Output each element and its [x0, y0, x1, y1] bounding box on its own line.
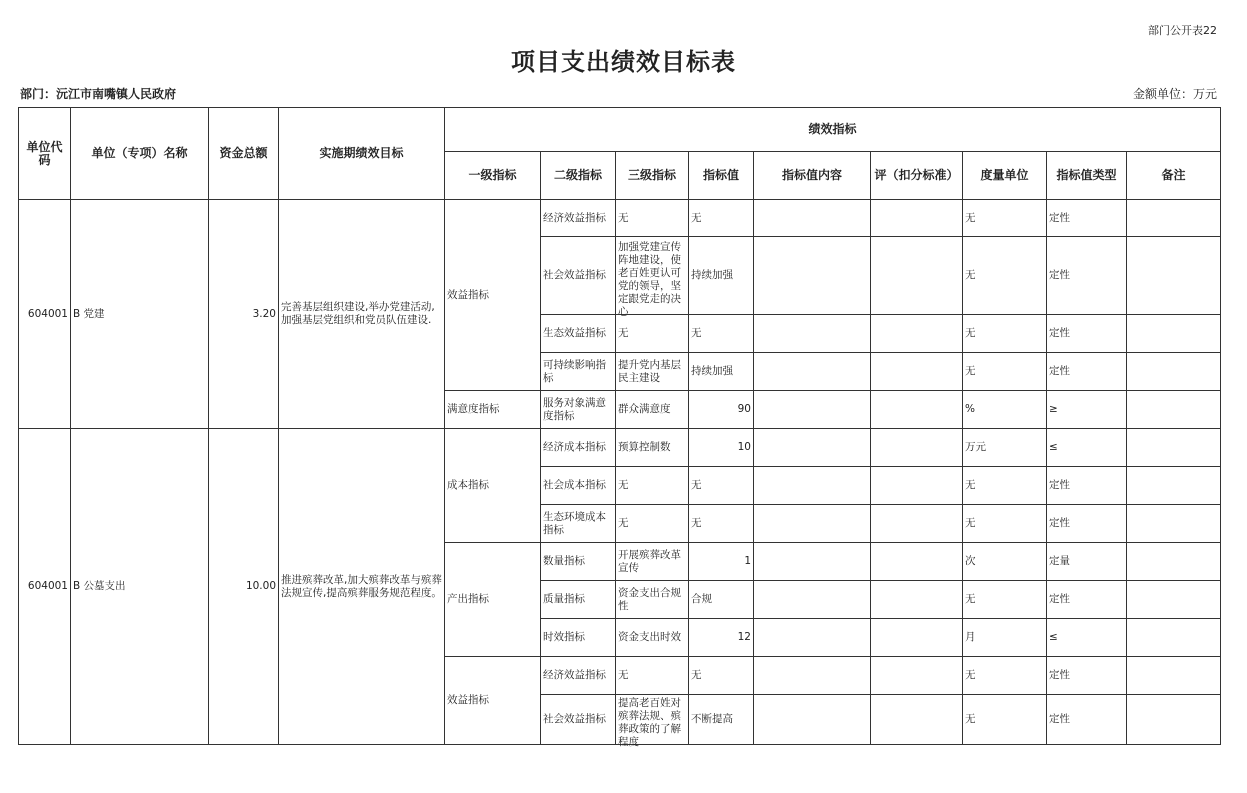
- value-cell: 无: [689, 657, 754, 695]
- header-performance: 绩效指标: [445, 108, 1221, 152]
- value-cell: 12: [689, 619, 754, 657]
- header-content: 指标值内容: [754, 152, 871, 200]
- level3-cell: 提升党内基层民主建设: [616, 353, 689, 391]
- measure-cell: 无: [963, 581, 1047, 619]
- type-cell: 定性: [1047, 657, 1127, 695]
- note-cell: [1127, 467, 1221, 505]
- content-cell: [754, 695, 871, 745]
- measure-cell: %: [963, 391, 1047, 429]
- scoring-cell: [871, 657, 963, 695]
- content-cell: [754, 543, 871, 581]
- table-row: [19, 429, 1221, 467]
- scoring-cell: [871, 695, 963, 745]
- content-cell: [754, 429, 871, 467]
- level3-cell: 无: [616, 467, 689, 505]
- type-cell: 定性: [1047, 200, 1127, 237]
- measure-cell: 无: [963, 657, 1047, 695]
- page-title: 项目支出绩效目标表: [511, 48, 736, 76]
- type-cell: 定性: [1047, 237, 1127, 315]
- performance-table: [18, 107, 1221, 748]
- header-type: 指标值类型: [1047, 152, 1127, 200]
- measure-cell: 万元: [963, 429, 1047, 467]
- content-cell: [754, 237, 871, 315]
- goal-cell: 完善基层组织建设,举办党建活动,加强基层党组织和党员队伍建设.: [279, 200, 445, 429]
- header-measure: 度量单位: [963, 152, 1047, 200]
- scoring-cell: [871, 467, 963, 505]
- level2-cell: 数量指标: [541, 543, 616, 581]
- level2-cell: 服务对象满意度指标: [541, 391, 616, 429]
- note-cell: [1127, 619, 1221, 657]
- type-cell: 定性: [1047, 581, 1127, 619]
- unit-code-cell: 604001: [19, 200, 71, 429]
- level3-cell: 开展殡葬改革宣传: [616, 543, 689, 581]
- value-cell: 90: [689, 391, 754, 429]
- content-cell: [754, 315, 871, 353]
- funds-cell: 3.20: [209, 200, 279, 429]
- measure-cell: 无: [963, 505, 1047, 543]
- level3-cell: [616, 237, 689, 318]
- header-goal: 实施期绩效目标: [279, 108, 445, 200]
- note-cell: [1127, 391, 1221, 429]
- level2-cell: 经济效益指标: [541, 657, 616, 695]
- header-unit-code: 单位代码: [19, 108, 71, 200]
- measure-cell: 无: [963, 467, 1047, 505]
- level2-cell: 经济成本指标: [541, 429, 616, 467]
- value-cell: 10: [689, 429, 754, 467]
- content-cell: [754, 657, 871, 695]
- header-scoring: 评（扣分标准）: [871, 152, 963, 200]
- scoring-cell: [871, 429, 963, 467]
- type-cell: ≤: [1047, 619, 1127, 657]
- form-number-label: 部门公开表22: [1148, 24, 1217, 37]
- type-cell: ≥: [1047, 391, 1127, 429]
- department-label: 部门：沅江市南嘴镇人民政府: [20, 87, 177, 101]
- scoring-cell: [871, 237, 963, 315]
- content-cell: [754, 619, 871, 657]
- note-cell: [1127, 695, 1221, 745]
- level1-cell: 效益指标: [445, 657, 541, 745]
- content-cell: [754, 353, 871, 391]
- content-cell: [754, 200, 871, 237]
- amount-unit-label: 金额单位：万元: [1132, 87, 1217, 101]
- note-cell: [1127, 353, 1221, 391]
- scoring-cell: [871, 391, 963, 429]
- content-cell: [754, 581, 871, 619]
- unit-code-cell: 604001: [19, 429, 71, 745]
- level3-cell: 无: [616, 200, 689, 237]
- measure-cell: 月: [963, 619, 1047, 657]
- level3-text: 加强党建宣传阵地建设，使老百姓更认可党的领导，坚定跟党走的决心: [618, 240, 681, 318]
- note-cell: [1127, 657, 1221, 695]
- level2-cell: 生态环境成本指标: [541, 505, 616, 543]
- funds-cell: 10.00: [209, 429, 279, 745]
- measure-cell: 无: [963, 695, 1047, 745]
- scoring-cell: [871, 543, 963, 581]
- header-row-1: [19, 108, 1221, 152]
- measure-cell: 无: [963, 315, 1047, 353]
- goal-cell: 推进殡葬改革,加大殡葬改革与殡葬法规宣传,提高殡葬服务规范程度。: [279, 429, 445, 745]
- level2-cell: 社会效益指标: [541, 695, 616, 745]
- measure-cell: 无: [963, 200, 1047, 237]
- header-unit-name: 单位（专项）名称: [71, 108, 209, 200]
- level3-cell: [616, 695, 689, 748]
- header-value: 指标值: [689, 152, 754, 200]
- type-cell: 定性: [1047, 353, 1127, 391]
- scoring-cell: [871, 581, 963, 619]
- level1-cell: 效益指标: [445, 200, 541, 391]
- type-cell: 定性: [1047, 467, 1127, 505]
- content-cell: [754, 391, 871, 429]
- level2-cell: 可持续影响指标: [541, 353, 616, 391]
- level3-cell: 无: [616, 315, 689, 353]
- scoring-cell: [871, 200, 963, 237]
- header-level3: 三级指标: [616, 152, 689, 200]
- type-cell: 定性: [1047, 315, 1127, 353]
- header-note: 备注: [1127, 152, 1221, 200]
- unit-name-cell: B 党建: [71, 200, 209, 429]
- level2-cell: 时效指标: [541, 619, 616, 657]
- level2-cell: 社会效益指标: [541, 237, 616, 315]
- table-row: [19, 200, 1221, 237]
- content-cell: [754, 505, 871, 543]
- level1-cell: 成本指标: [445, 429, 541, 543]
- content-cell: [754, 467, 871, 505]
- value-cell: 无: [689, 505, 754, 543]
- header-level2: 二级指标: [541, 152, 616, 200]
- value-cell: 持续加强: [689, 237, 754, 315]
- scoring-cell: [871, 505, 963, 543]
- value-cell: 无: [689, 200, 754, 237]
- level3-text: 提高老百姓对殡葬法规、殡葬政策的了解程度: [618, 696, 681, 748]
- level3-cell: 资金支出时效: [616, 619, 689, 657]
- measure-cell: 无: [963, 353, 1047, 391]
- note-cell: [1127, 429, 1221, 467]
- scoring-cell: [871, 315, 963, 353]
- type-cell: 定性: [1047, 695, 1127, 745]
- measure-cell: 次: [963, 543, 1047, 581]
- value-cell: 持续加强: [689, 353, 754, 391]
- note-cell: [1127, 315, 1221, 353]
- note-cell: [1127, 581, 1221, 619]
- scoring-cell: [871, 353, 963, 391]
- value-cell: 无: [689, 467, 754, 505]
- level2-cell: 质量指标: [541, 581, 616, 619]
- type-cell: ≤: [1047, 429, 1127, 467]
- note-cell: [1127, 543, 1221, 581]
- type-cell: 定性: [1047, 505, 1127, 543]
- level2-cell: 经济效益指标: [541, 200, 616, 237]
- note-cell: [1127, 505, 1221, 543]
- level3-cell: 群众满意度: [616, 391, 689, 429]
- value-cell: 合规: [689, 581, 754, 619]
- measure-cell: 无: [963, 237, 1047, 315]
- level1-cell: 产出指标: [445, 543, 541, 657]
- value-cell: 1: [689, 543, 754, 581]
- unit-name-cell: B 公墓支出: [71, 429, 209, 745]
- level3-cell: 无: [616, 657, 689, 695]
- header-total-funds: 资金总额: [209, 108, 279, 200]
- level3-cell: 预算控制数: [616, 429, 689, 467]
- note-cell: [1127, 237, 1221, 315]
- header-level1: 一级指标: [445, 152, 541, 200]
- level3-cell: 资金支出合规性: [616, 581, 689, 619]
- value-cell: 不断提高: [689, 695, 754, 745]
- note-cell: [1127, 200, 1221, 237]
- value-cell: 无: [689, 315, 754, 353]
- level2-cell: 社会成本指标: [541, 467, 616, 505]
- level2-cell: 生态效益指标: [541, 315, 616, 353]
- level1-cell: 满意度指标: [445, 391, 541, 429]
- type-cell: 定量: [1047, 543, 1127, 581]
- scoring-cell: [871, 619, 963, 657]
- level3-cell: 无: [616, 505, 689, 543]
